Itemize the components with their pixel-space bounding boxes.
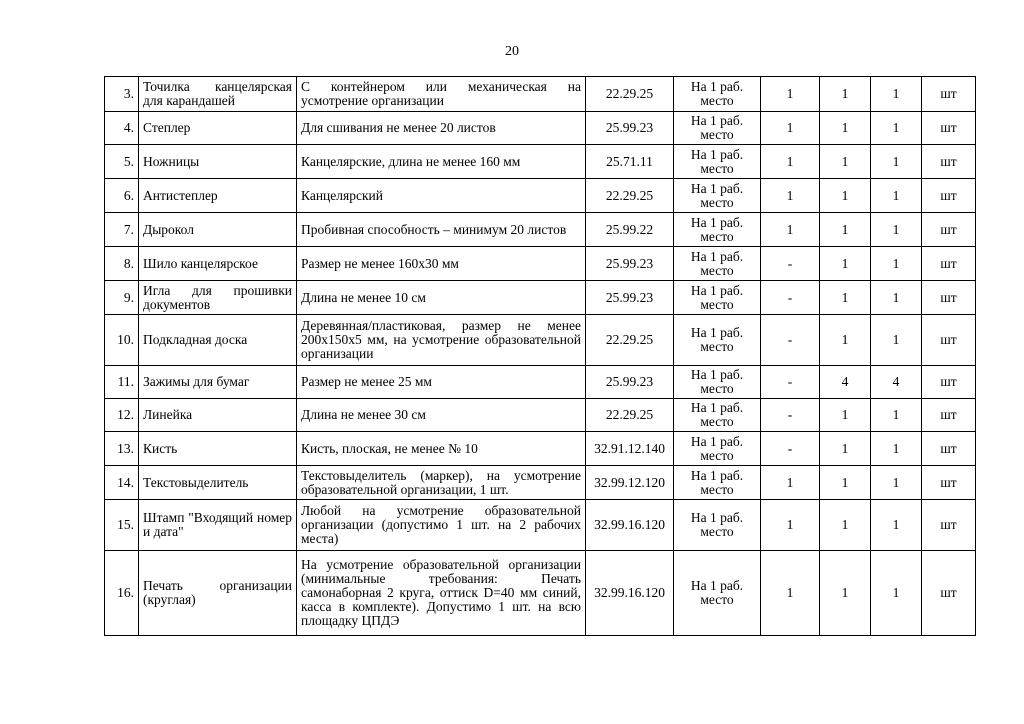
okpd-code: 32.99.16.120 <box>586 500 674 551</box>
placement: На 1 раб. место <box>674 315 761 366</box>
quantity-1: - <box>761 247 820 281</box>
okpd-code: 22.29.25 <box>586 77 674 112</box>
okpd-code: 32.99.12.120 <box>586 466 674 500</box>
table-row <box>105 247 976 281</box>
item-description: Длина не менее 30 см <box>297 399 586 432</box>
quantity-3: 1 <box>871 315 922 366</box>
quantity-3: 1 <box>871 213 922 247</box>
quantity-2: 1 <box>820 77 871 112</box>
placement: На 1 раб. место <box>674 112 761 145</box>
item-description: Длина не менее 10 см <box>297 281 586 315</box>
item-description: Для сшивания не менее 20 листов <box>297 112 586 145</box>
table-row <box>105 551 976 636</box>
placement: На 1 раб. место <box>674 466 761 500</box>
quantity-1: 1 <box>761 77 820 112</box>
unit: шт <box>922 145 976 179</box>
quantity-2: 1 <box>820 315 871 366</box>
table-row <box>105 466 976 500</box>
unit: шт <box>922 179 976 213</box>
quantity-2: 1 <box>820 179 871 213</box>
unit: шт <box>922 247 976 281</box>
okpd-code: 25.99.22 <box>586 213 674 247</box>
unit: шт <box>922 112 976 145</box>
row-number: 9. <box>105 281 139 315</box>
item-description: Деревянная/пластиковая, размер не менее 200х150х5 мм, на усмотрение образовательной организации <box>297 315 586 366</box>
quantity-3: 1 <box>871 281 922 315</box>
quantity-3: 1 <box>871 179 922 213</box>
quantity-1: 1 <box>761 179 820 213</box>
table-row <box>105 213 976 247</box>
placement: На 1 раб. место <box>674 145 761 179</box>
quantity-1: - <box>761 399 820 432</box>
unit: шт <box>922 77 976 112</box>
quantity-3: 4 <box>871 366 922 399</box>
quantity-2: 1 <box>820 551 871 636</box>
placement: На 1 раб. место <box>674 366 761 399</box>
quantity-2: 4 <box>820 366 871 399</box>
quantity-2: 1 <box>820 145 871 179</box>
item-name: Антистеплер <box>139 179 297 213</box>
unit: шт <box>922 213 976 247</box>
okpd-code: 32.91.12.140 <box>586 432 674 466</box>
quantity-3: 1 <box>871 466 922 500</box>
unit: шт <box>922 281 976 315</box>
item-name: Штамп "Входящий номер и дата" <box>139 500 297 551</box>
item-description: Канцелярские, длина не менее 160 мм <box>297 145 586 179</box>
item-name: Точилка канцелярская для карандашей <box>139 77 297 112</box>
item-name: Текстовыделитель <box>139 466 297 500</box>
row-number: 4. <box>105 112 139 145</box>
item-description: На усмотрение образовательной организации (минимальные требования: Печать самонаборная 2 круга, оттиск D=40 мм синий, касса в комплекте). Допустимо 1 шт. на всю площадку ЦПДЭ <box>297 551 586 636</box>
quantity-3: 1 <box>871 77 922 112</box>
okpd-code: 25.71.11 <box>586 145 674 179</box>
table-row <box>105 112 976 145</box>
item-description: Любой на усмотрение образовательной организации (допустимо 1 шт. на 2 рабочих места) <box>297 500 586 551</box>
table-row <box>105 432 976 466</box>
table-row <box>105 281 976 315</box>
okpd-code: 25.99.23 <box>586 247 674 281</box>
row-number: 10. <box>105 315 139 366</box>
item-description: Текстовыделитель (маркер), на усмотрение образовательной организации, 1 шт. <box>297 466 586 500</box>
table-row <box>105 366 976 399</box>
row-number: 16. <box>105 551 139 636</box>
row-number: 11. <box>105 366 139 399</box>
item-description: Размер не менее 25 мм <box>297 366 586 399</box>
quantity-3: 1 <box>871 112 922 145</box>
table-row <box>105 500 976 551</box>
unit: шт <box>922 366 976 399</box>
item-description: С контейнером или механическая на усмотрение организации <box>297 77 586 112</box>
equipment-table <box>104 76 976 636</box>
unit: шт <box>922 315 976 366</box>
quantity-2: 1 <box>820 213 871 247</box>
okpd-code: 22.29.25 <box>586 399 674 432</box>
quantity-3: 1 <box>871 247 922 281</box>
placement: На 1 раб. место <box>674 179 761 213</box>
quantity-2: 1 <box>820 281 871 315</box>
unit: шт <box>922 432 976 466</box>
quantity-2: 1 <box>820 247 871 281</box>
placement: На 1 раб. место <box>674 77 761 112</box>
item-name: Зажимы для бумаг <box>139 366 297 399</box>
quantity-3: 1 <box>871 399 922 432</box>
quantity-1: - <box>761 315 820 366</box>
item-description: Канцелярский <box>297 179 586 213</box>
placement: На 1 раб. место <box>674 213 761 247</box>
unit: шт <box>922 466 976 500</box>
quantity-3: 1 <box>871 145 922 179</box>
quantity-1: 1 <box>761 551 820 636</box>
placement: На 1 раб. место <box>674 399 761 432</box>
item-name: Линейка <box>139 399 297 432</box>
unit: шт <box>922 500 976 551</box>
okpd-code: 25.99.23 <box>586 112 674 145</box>
quantity-1: - <box>761 432 820 466</box>
quantity-1: 1 <box>761 112 820 145</box>
quantity-1: 1 <box>761 213 820 247</box>
okpd-code: 32.99.16.120 <box>586 551 674 636</box>
placement: На 1 раб. место <box>674 281 761 315</box>
quantity-2: 1 <box>820 500 871 551</box>
unit: шт <box>922 399 976 432</box>
quantity-2: 1 <box>820 112 871 145</box>
okpd-code: 22.29.25 <box>586 315 674 366</box>
item-description: Кисть, плоская, не менее № 10 <box>297 432 586 466</box>
item-description: Пробивная способность – минимум 20 листов <box>297 213 586 247</box>
item-name: Шило канцелярское <box>139 247 297 281</box>
item-name: Ножницы <box>139 145 297 179</box>
row-number: 15. <box>105 500 139 551</box>
quantity-2: 1 <box>820 466 871 500</box>
row-number: 13. <box>105 432 139 466</box>
okpd-code: 25.99.23 <box>586 366 674 399</box>
row-number: 14. <box>105 466 139 500</box>
quantity-3: 1 <box>871 500 922 551</box>
row-number: 6. <box>105 179 139 213</box>
quantity-1: 1 <box>761 145 820 179</box>
quantity-3: 1 <box>871 432 922 466</box>
item-name: Дырокол <box>139 213 297 247</box>
item-name: Печать организации (круглая) <box>139 551 297 636</box>
unit: шт <box>922 551 976 636</box>
placement: На 1 раб. место <box>674 500 761 551</box>
row-number: 5. <box>105 145 139 179</box>
quantity-1: - <box>761 366 820 399</box>
page-number: 20 <box>505 44 519 59</box>
item-name: Игла для прошивки документов <box>139 281 297 315</box>
quantity-1: 1 <box>761 500 820 551</box>
row-number: 8. <box>105 247 139 281</box>
row-number: 7. <box>105 213 139 247</box>
quantity-1: - <box>761 281 820 315</box>
row-number: 3. <box>105 77 139 112</box>
table-row <box>105 179 976 213</box>
table-row <box>105 145 976 179</box>
quantity-1: 1 <box>761 466 820 500</box>
okpd-code: 22.29.25 <box>586 179 674 213</box>
placement: На 1 раб. место <box>674 247 761 281</box>
table-row <box>105 399 976 432</box>
placement: На 1 раб. место <box>674 551 761 636</box>
row-number: 12. <box>105 399 139 432</box>
item-name: Кисть <box>139 432 297 466</box>
table-row <box>105 315 976 366</box>
quantity-2: 1 <box>820 432 871 466</box>
item-name: Подкладная доска <box>139 315 297 366</box>
item-name: Степлер <box>139 112 297 145</box>
placement: На 1 раб. место <box>674 432 761 466</box>
quantity-3: 1 <box>871 551 922 636</box>
okpd-code: 25.99.23 <box>586 281 674 315</box>
quantity-2: 1 <box>820 399 871 432</box>
item-description: Размер не менее 160х30 мм <box>297 247 586 281</box>
table-row <box>105 77 976 112</box>
